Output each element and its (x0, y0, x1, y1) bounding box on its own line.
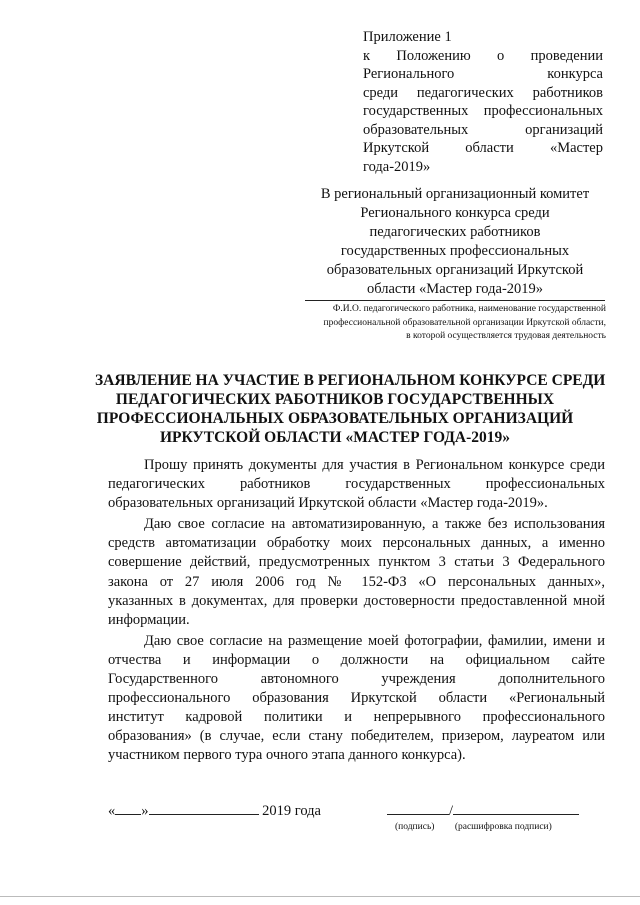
application-body (108, 456, 605, 768)
fio-caption-line: профессиональной образовательной организации Иркутской области, (323, 317, 606, 328)
appendix-line: Регионального конкурса (363, 66, 603, 82)
body-line: участником первого тура очного этапа данного конкурса). (108, 747, 466, 764)
signature-field (387, 801, 579, 820)
title-line: ПЕДАГОГИЧЕСКИХ РАБОТНИКОВ ГОСУДАРСТВЕННЫХ (115, 391, 555, 408)
date-close-quote: » (141, 803, 149, 819)
signature-slash: / (449, 803, 454, 819)
appendix-line: к Положению о проведении (363, 47, 603, 64)
signature-caption: (подпись) (395, 822, 435, 832)
signature-decoding-blank[interactable] (453, 801, 579, 815)
title-line: ПРОФЕССИОНАЛЬНЫХ ОБРАЗОВАТЕЛЬНЫХ ОРГАНИЗАЦИЙ (96, 410, 574, 427)
day-blank[interactable] (115, 801, 141, 815)
month-blank[interactable] (149, 801, 259, 815)
fio-fill-line (305, 300, 605, 301)
addressee-line: образовательных организаций Иркутской (326, 262, 584, 278)
scan-edge-line (0, 896, 640, 897)
fio-caption-line: Ф.И.О. педагогического работника, наименование государственной (332, 304, 606, 314)
signature-blank[interactable] (387, 801, 449, 815)
addressee-line: области «Мастер года-2019» (366, 281, 544, 297)
fio-caption-line: в которой осуществляется трудовая деятельность (406, 331, 606, 341)
date-open-quote: « (108, 803, 116, 819)
body-line: Прошу принять документы для участия в Региональном конкурсе среди (144, 457, 605, 473)
body-line: Даю свое согласие на размещение моей фотографии, фамилии, имени и (144, 632, 605, 649)
body-line: Государственного автономного учреждения дополнительного (108, 671, 605, 688)
title-line: ЗАЯВЛЕНИЕ НА УЧАСТИЕ В РЕГИОНАЛЬНОМ КОНКУРСЕ СРЕДИ (95, 372, 606, 389)
body-line: образования» (в случае, если стану победителем, призером, лауреатом или (108, 728, 605, 745)
body-line: отчества и информации о должности на официальном сайте (108, 651, 605, 668)
fio-caption (270, 303, 606, 344)
signature-decoding-caption: (расшифровка подписи) (454, 822, 552, 832)
body-line: информации. (108, 611, 190, 628)
body-line: средств автоматизации обработку моих персональных данных, а именно (108, 535, 605, 552)
paragraph-personal-data-consent (108, 515, 605, 630)
body-line: педагогических работников государственных профессиональных (108, 476, 605, 493)
appendix-line: среди педагогических работников (363, 84, 603, 101)
addressee-line: педагогических работников (369, 224, 541, 240)
addressee-line: государственных профессиональных (340, 243, 570, 259)
paragraph-publication-consent (108, 632, 605, 766)
body-line: Даю свое согласие на автоматизированную, а также без использования (144, 516, 605, 533)
appendix-line: Иркутской области «Мастер (363, 140, 603, 156)
addressee-line: В региональный организационный комитет (320, 186, 590, 202)
document-title (95, 371, 606, 447)
body-line: указанных в документах, для проверки достоверности предоставленной мной (108, 592, 605, 609)
body-line: совершение действий, предусмотренных пунктом 3 статьи 3 Федерального (108, 554, 605, 571)
appendix-line: года-2019» (363, 158, 431, 175)
signature-captions (395, 822, 552, 832)
body-line: закона от 27 июля 2006 год № 152-ФЗ «О персональных данных», (108, 573, 605, 590)
title-line: ИРКУТСКОЙ ОБЛАСТИ «МАСТЕР ГОДА-2019» (159, 429, 511, 446)
body-line: образовательных организаций Иркутской области «Мастер года-2019». (108, 495, 548, 512)
body-line: институт кадровой политики и непрерывного профессионального (108, 709, 605, 726)
body-line: профессионального образования Иркутской области «Региональный (108, 690, 605, 707)
appendix-line: Приложение 1 (363, 29, 452, 45)
appendix-line: государственных профессиональных (363, 103, 603, 119)
addressee-line: Регионального конкурса среди (360, 205, 550, 221)
date-field (108, 801, 321, 820)
addressee-block (305, 185, 605, 299)
appendix-header (363, 28, 603, 176)
appendix-line: образовательных организаций (363, 121, 603, 138)
year-text: 2019 года (262, 803, 321, 819)
paragraph-documents (108, 456, 605, 513)
